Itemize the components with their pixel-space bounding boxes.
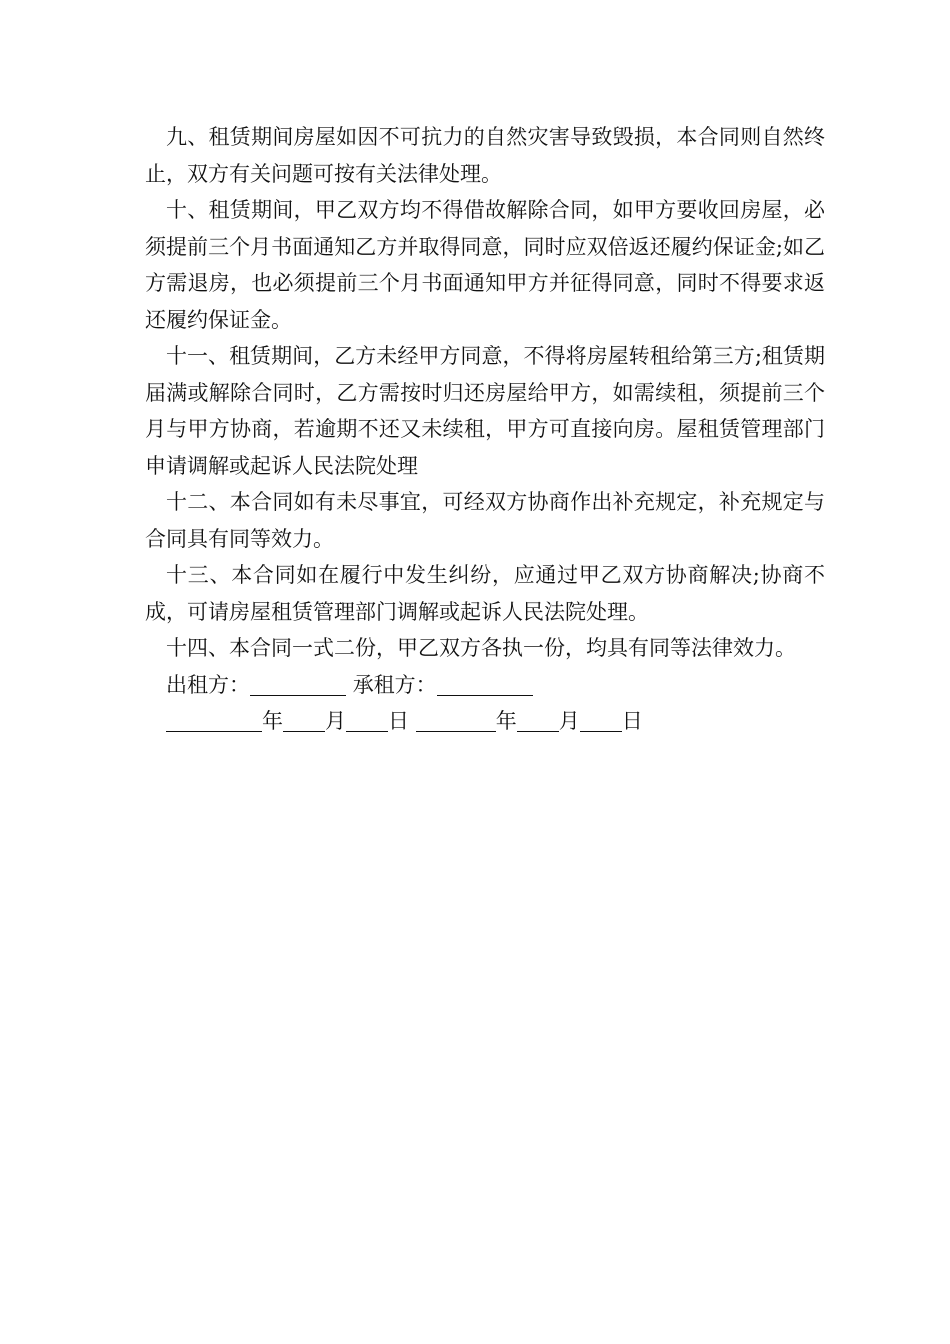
contract-body [145, 119, 825, 740]
lessor-day-blank[interactable] [346, 709, 388, 732]
lessor-day-label: 日 [388, 709, 409, 733]
clause-twelve: 十二、本合同如有未尽事宜，可经双方协商作出补充规定，补充规定与合同具有同等效力。 [145, 490, 825, 551]
clause-ten: 十、租赁期间，甲乙双方均不得借故解除合同，如甲方要收回房屋，必须提前三个月书面通知乙方并取得同意，同时应双倍返还履约保证金;如乙方需退房，也必须提前三个月书面通知甲方并征得同意，同时不得要求返还履约保证金。 [145, 198, 825, 332]
clause-thirteen: 十三、本合同如在履行中发生纠纷，应通过甲乙双方协商解决;协商不成，可请房屋租赁管理部门调解或起诉人民法院处理。 [145, 563, 825, 624]
lessee-year-label: 年 [495, 709, 517, 733]
lessee-day-label: 日 [621, 709, 643, 733]
lessee-month-blank[interactable] [517, 709, 559, 732]
clause-nine: 九、租赁期间房屋如因不可抗力的自然灾害导致毁损，本合同则自然终止，双方有关问题可按有关法律处理。 [145, 125, 825, 186]
lessee-label: 承租方： [352, 672, 437, 697]
lessor-label: 出租方： [166, 672, 250, 697]
signature-parties-line [145, 667, 825, 704]
lessor-month-blank[interactable] [283, 709, 325, 732]
lessee-year-blank[interactable] [416, 709, 496, 732]
lessee-month-label: 月 [558, 709, 580, 733]
lessor-month-label: 月 [325, 709, 346, 733]
lessor-signature-blank[interactable] [250, 673, 346, 696]
clause-eleven: 十一、租赁期间，乙方未经甲方同意，不得将房屋转租给第三方;租赁期届满或解除合同时，乙方需按时归还房屋给甲方，如需续租，须提前三个月与甲方协商，若逾期不还又未续租，甲方可直接向房。屋租赁管理部门申请调解或起诉人民法院处理 [145, 344, 825, 478]
lessor-year-label: 年 [262, 709, 283, 733]
lessor-year-blank[interactable] [166, 709, 262, 732]
lessee-signature-blank[interactable] [437, 673, 533, 696]
clause-fourteen: 十四、本合同一式二份，甲乙双方各执一份，均具有同等法律效力。 [166, 636, 796, 660]
lessee-day-blank[interactable] [580, 709, 622, 732]
signature-date-line [145, 703, 825, 740]
